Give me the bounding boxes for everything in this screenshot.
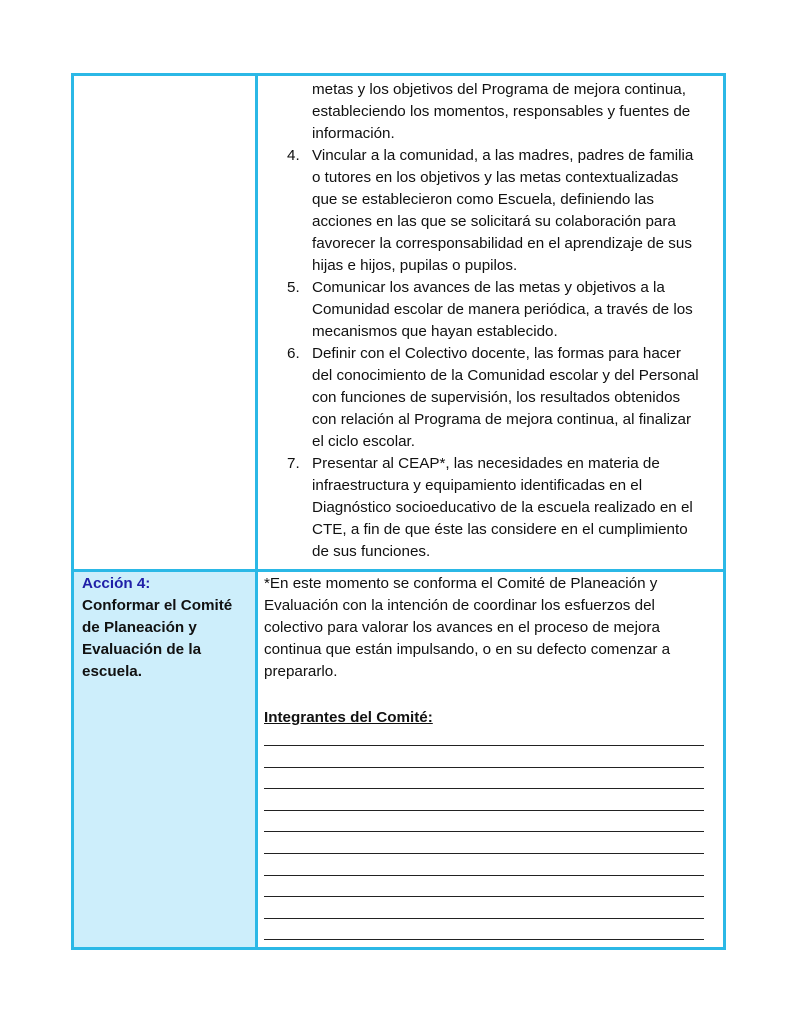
- document-table: [71, 73, 726, 950]
- list-item-line: Comunidad escolar de manera periódica, a través de los: [312, 301, 693, 318]
- action-title-line: Conformar el Comité: [82, 597, 233, 614]
- numbered-steps-list: [268, 79, 718, 563]
- list-item-line: del conocimiento de la Comunidad escolar y del Personal: [312, 367, 699, 384]
- action-cell: [74, 572, 258, 947]
- member-blank-line[interactable]: [264, 767, 704, 768]
- description-line: prepararlo.: [264, 663, 338, 680]
- list-item-line: Vincular a la comunidad, a las madres, padres de familia: [312, 147, 694, 164]
- list-item-line: que se establecieron como Escuela, definiendo las: [312, 191, 654, 208]
- steps-cell: [258, 76, 723, 569]
- table-row-continued-steps: [74, 76, 723, 572]
- list-item-line: CTE, a fin de que éste las considere en el cumplimiento: [312, 521, 688, 538]
- list-item-line: Definir con el Colectivo docente, las formas para hacer: [312, 345, 681, 362]
- description-line: colectivo para valorar los avances en el proceso de mejora: [264, 619, 660, 636]
- member-blank-line[interactable]: [264, 831, 704, 832]
- list-item-line: favorecer la corresponsabilidad en el aprendizaje de sus: [312, 235, 692, 252]
- member-blank-line[interactable]: [264, 810, 704, 811]
- action-description: [264, 573, 716, 683]
- list-item-line: de sus funciones.: [312, 543, 431, 560]
- list-item-line: con funciones de supervisión, los resultados obtenidos: [312, 389, 681, 406]
- list-item: [268, 277, 718, 343]
- list-item-line: información.: [312, 125, 395, 142]
- description-line: Evaluación con la intención de coordinar los esfuerzos del: [264, 597, 655, 614]
- member-blank-line[interactable]: [264, 745, 704, 746]
- member-blank-line[interactable]: [264, 788, 704, 789]
- list-item-number: 4.: [287, 147, 300, 164]
- description-line: continua que están impulsando, o en su defecto comenzar a: [264, 641, 671, 658]
- member-blank-line[interactable]: [264, 896, 704, 897]
- list-item-line: hijas e hijos, pupilas o pupilos.: [312, 257, 518, 274]
- list-item: [268, 453, 718, 563]
- list-item: [268, 79, 718, 145]
- member-blank-line[interactable]: [264, 918, 704, 919]
- action-title-line: de Planeación y: [82, 619, 197, 636]
- description-line: *En este momento se conforma el Comité de Planeación y: [264, 575, 658, 592]
- action-title-line: Evaluación de la: [82, 641, 202, 658]
- action-heading: [82, 573, 252, 683]
- list-item-line: acciones en las que se solicitará su colaboración para: [312, 213, 676, 230]
- list-item: [268, 343, 718, 453]
- list-item-line: Presentar al CEAP*, las necesidades en materia de: [312, 455, 660, 472]
- list-item-line: o tutores en los objetivos y las metas contextualizadas: [312, 169, 679, 186]
- list-item-line: con relación al Programa de mejora continua, al finalizar: [312, 411, 692, 428]
- description-cell: [258, 572, 723, 947]
- list-item-line: estableciendo los momentos, responsables y fuentes de: [312, 103, 691, 120]
- list-item-number: 7.: [287, 455, 300, 472]
- list-item-line: metas y los objetivos del Programa de mejora continua,: [312, 81, 686, 98]
- list-item-number: 6.: [287, 345, 300, 362]
- list-item-number: 5.: [287, 279, 300, 296]
- list-item-line: infraestructura y equipamiento identificadas en el: [312, 477, 643, 494]
- member-blank-line[interactable]: [264, 853, 704, 854]
- action-number: Acción 4:: [82, 575, 151, 592]
- member-blank-line[interactable]: [264, 939, 704, 940]
- table-row-action-4: [74, 572, 723, 947]
- list-item: [268, 145, 718, 277]
- list-item-line: el ciclo escolar.: [312, 433, 415, 450]
- list-item-line: Comunicar los avances de las metas y objetivos a la: [312, 279, 665, 296]
- list-item-line: mecanismos que hayan establecido.: [312, 323, 558, 340]
- action-title-line: escuela.: [82, 663, 142, 680]
- member-blank-line[interactable]: [264, 875, 704, 876]
- list-item-line: Diagnóstico socioeducativo de la escuela realizado en el: [312, 499, 693, 516]
- members-title: Integrantes del Comité:: [264, 709, 433, 726]
- empty-left-cell: [74, 76, 258, 569]
